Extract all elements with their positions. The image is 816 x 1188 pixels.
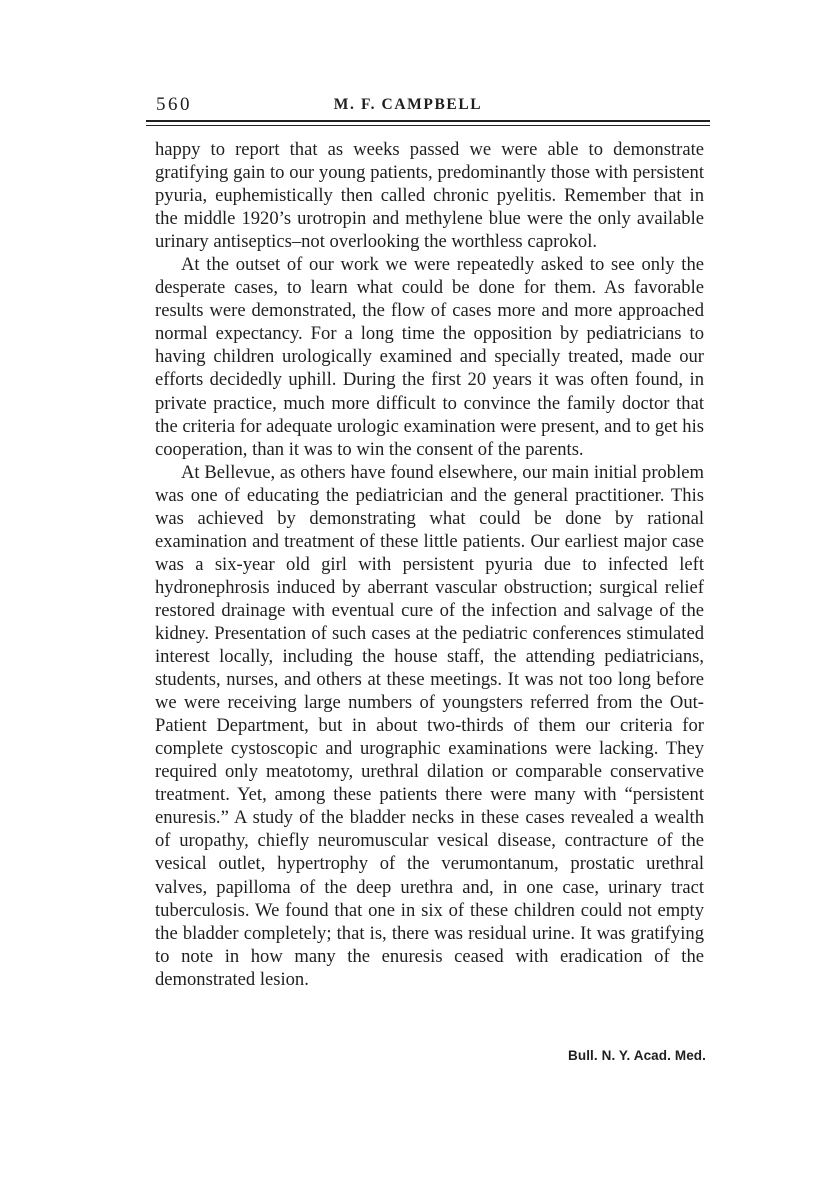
running-head: M. F. CAMPBELL [333, 96, 483, 113]
journal-citation: Bull. N. Y. Acad. Med. [568, 1048, 706, 1063]
paragraph-3: At Bellevue, as others have found elsewhere, our main initial problem was one of educating the pediatrician and the general practitioner. This was achieved by demonstrating what could be done by rational examination and treatment of these little patients. Our earliest major case was a six-year old girl with persistent pyuria due to infected left hydronephrosis induced by aberrant vascular obstruction; surgical relief restored drainage with eventual cure of the infection and salvage of the kidney. Presentation of such cases at the pediatric conferences stimulated interest locally, including the house staff, the attending pediatricians, students, nurses, and others at these meetings. It was not too long before we were receiving large numbers of youngsters referred from the Out-Patient Department, but in about two-thirds of them our criteria for complete cystoscopic and urographic examinations were lacking. They required only meatotomy, urethral dilation or comparable conservative treatment. Yet, among these patients there were many with “persistent enuresis.” A study of the bladder necks in these cases revealed a wealth of uropathy, chiefly neuromuscular vesical disease, contracture of the vesical outlet, hypertrophy of the verumontanum, prostatic urethral valves, papilloma of the deep urethra and, in one case, urinary tract tuberculosis. We found that one in six of these children could not empty the bladder completely; that is, there was residual urine. It was gratifying to note in how many the enuresis ceased with eradication of the demonstrated lesion. [155, 461, 704, 990]
body-text [155, 138, 704, 991]
paragraph-2: At the outset of our work we were repeatedly asked to see only the desperate cases, to learn what could be done for them. As favorable results were demonstrated, the flow of cases more and more approached normal expectancy. For a long time the opposition by pediatricians to having children urologically examined and specially treated, made our efforts decidedly uphill. During the first 20 years it was often found, in private practice, much more difficult to convince the family doctor that the criteria for adequate urologic examination were present, and to get his cooperation, than it was to win the consent of the parents. [155, 254, 704, 460]
header-rule-thick [146, 120, 710, 122]
header-rule-thin [146, 125, 710, 126]
page-number: 560 [156, 94, 192, 115]
paragraph-1: happy to report that as weeks passed we were able to demonstrate gratifying gain to our young patients, predominantly those with persistent pyuria, euphemistically then called chronic pyelitis. Remember that in the middle 1920’s urotropin and methylene blue were the only available urinary antiseptics–not overlooking the worthless caprokol. [155, 139, 704, 253]
